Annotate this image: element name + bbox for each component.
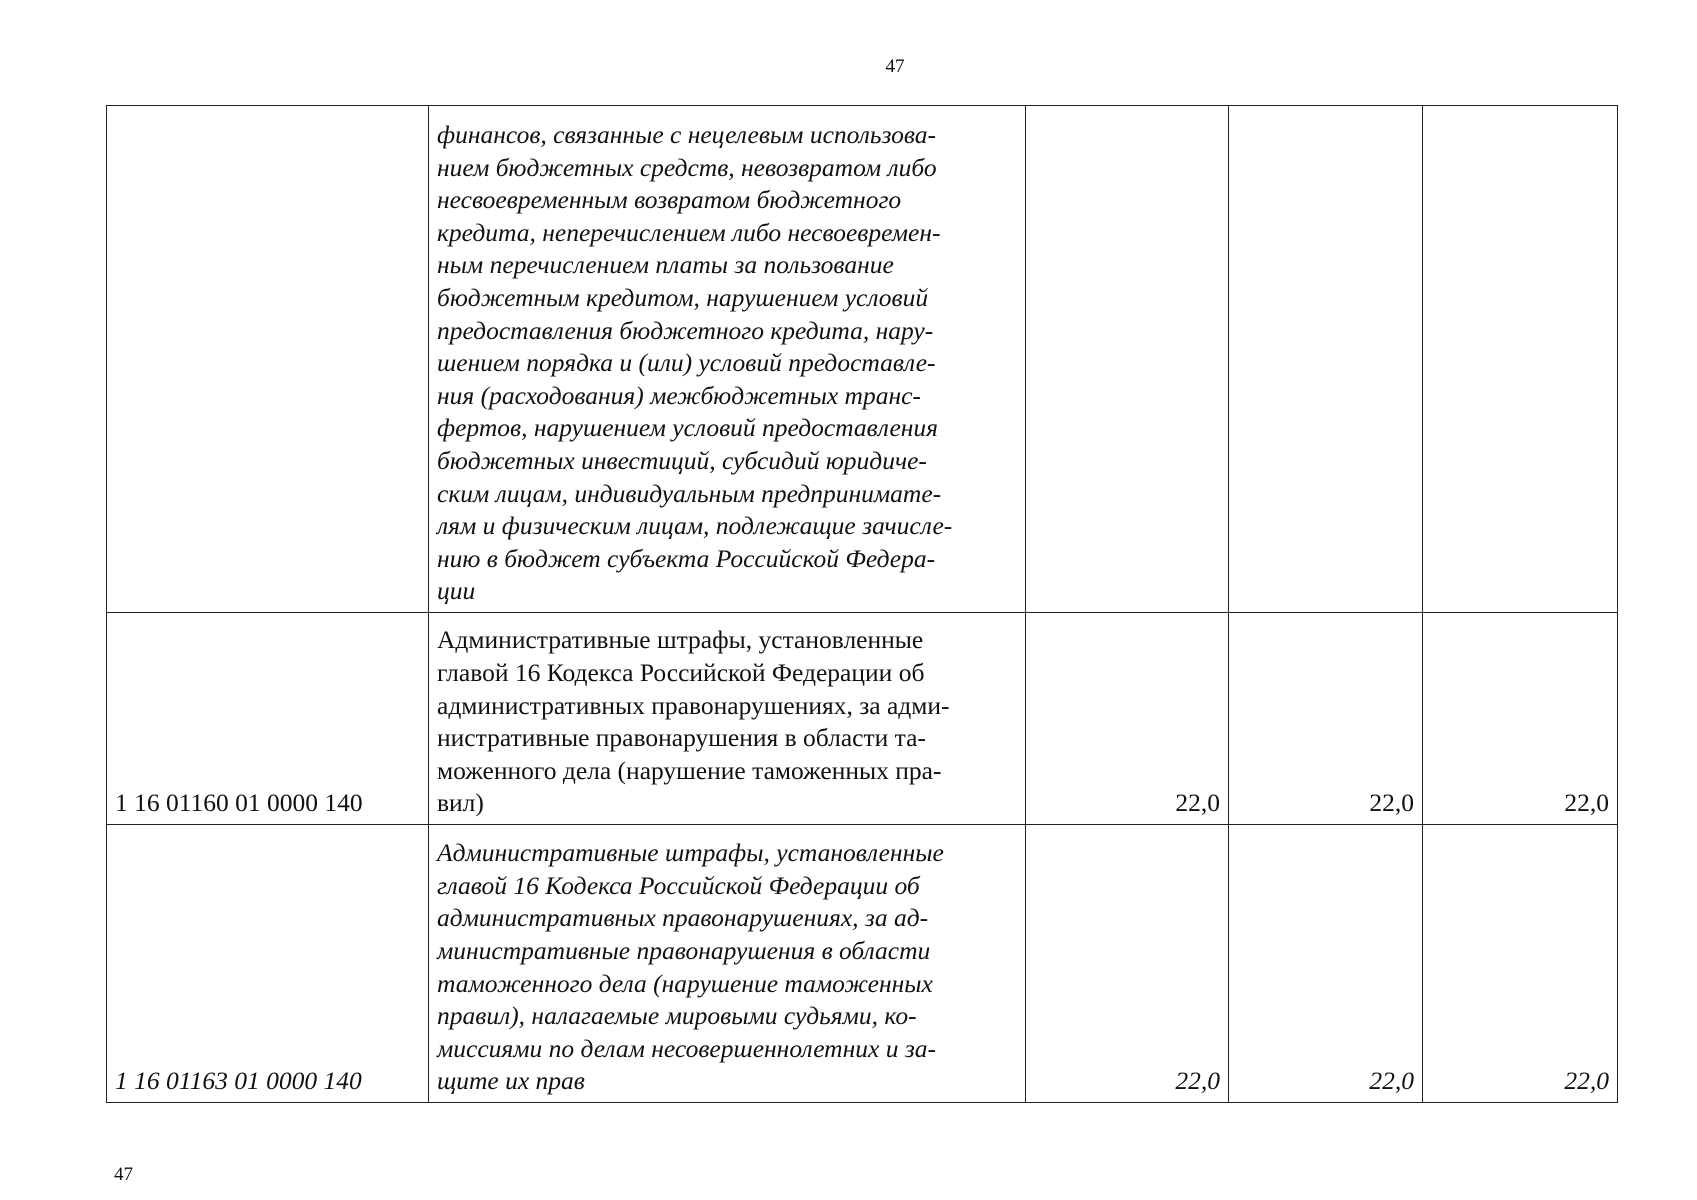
- name-line: ции: [437, 576, 476, 606]
- table-row: [107, 613, 1618, 825]
- name-line: правил), налагаемые мировыми судьями, ко-: [437, 1001, 917, 1031]
- name-line: предоставления бюджетного кредита, нару-: [437, 315, 934, 345]
- value-cell-year-3: 22,0: [1423, 613, 1618, 825]
- name-line: ным перечислением платы за пользование: [437, 250, 894, 280]
- name-line: бюджетным кредитом, нарушением условий: [437, 283, 929, 313]
- name-line: административных правонарушениях, за ад-: [437, 903, 929, 933]
- name-line: фертов, нарушением условий предоставления: [437, 413, 939, 443]
- name-line: ния (расходования) межбюджетных транс-: [437, 380, 921, 410]
- revenue-code-cell: [107, 106, 429, 613]
- name-line: министративные правонарушения в области: [437, 936, 931, 966]
- name-line: кредита, неперечислением либо несвоевремен-: [437, 217, 941, 247]
- name-line: шением порядка и (или) условий предоставле-: [437, 348, 936, 378]
- revenue-code-cell: 1 16 01163 01 0000 140: [107, 825, 429, 1103]
- value-cell-year-1: 22,0: [1026, 825, 1229, 1103]
- value-cell-year-1: [1026, 106, 1229, 613]
- name-line: нистративные правонарушения в области та-: [437, 723, 926, 753]
- table-row: [107, 106, 1618, 613]
- name-line: нию в бюджет субъекта Российской Федера-: [437, 543, 936, 573]
- revenue-name-cell: [429, 613, 1026, 825]
- name-line: Административные штрафы, установленные: [437, 838, 944, 868]
- name-line: финансов, связанные с нецелевым использова-: [437, 120, 936, 150]
- budget-revenue-table: [106, 105, 1618, 1103]
- revenue-name-cell: [429, 106, 1026, 613]
- name-line: миссиями по делам несовершеннолетних и за-: [437, 1033, 937, 1063]
- name-line: бюджетных инвестиций, субсидий юридиче-: [437, 446, 927, 476]
- name-line: моженного дела (нарушение таможенных пра-: [437, 755, 942, 785]
- table-body: [107, 106, 1618, 1103]
- name-line: ским лицам, индивидуальным предпринимате-: [437, 478, 942, 508]
- revenue-name-cell: [429, 825, 1026, 1103]
- page-number-bottom: 47: [114, 1164, 133, 1185]
- name-line: административных правонарушениях, за адми-: [437, 690, 950, 720]
- value-cell-year-1: 22,0: [1026, 613, 1229, 825]
- value-cell-year-3: 22,0: [1423, 825, 1618, 1103]
- value-cell-year-2: [1229, 106, 1423, 613]
- name-line: вил): [437, 788, 484, 818]
- value-cell-year-2: 22,0: [1229, 825, 1423, 1103]
- name-line: главой 16 Кодекса Российской Федерации об: [437, 870, 920, 900]
- name-line: нием бюджетных средств, невозвратом либо: [437, 152, 937, 182]
- page-number-top: 47: [885, 56, 905, 77]
- value-cell-year-3: [1423, 106, 1618, 613]
- name-line: щите их прав: [437, 1066, 585, 1096]
- table-row: [107, 825, 1618, 1103]
- name-line: Административные штрафы, установленные: [437, 625, 924, 655]
- revenue-code-cell: 1 16 01160 01 0000 140: [107, 613, 429, 825]
- name-line: лям и физическим лицам, подлежащие зачисле-: [437, 511, 953, 541]
- name-line: главой 16 Кодекса Российской Федерации об: [437, 658, 925, 688]
- name-line: таможенного дела (нарушение таможенных: [437, 968, 933, 998]
- value-cell-year-2: 22,0: [1229, 613, 1423, 825]
- name-line: несвоевременным возвратом бюджетного: [437, 185, 902, 215]
